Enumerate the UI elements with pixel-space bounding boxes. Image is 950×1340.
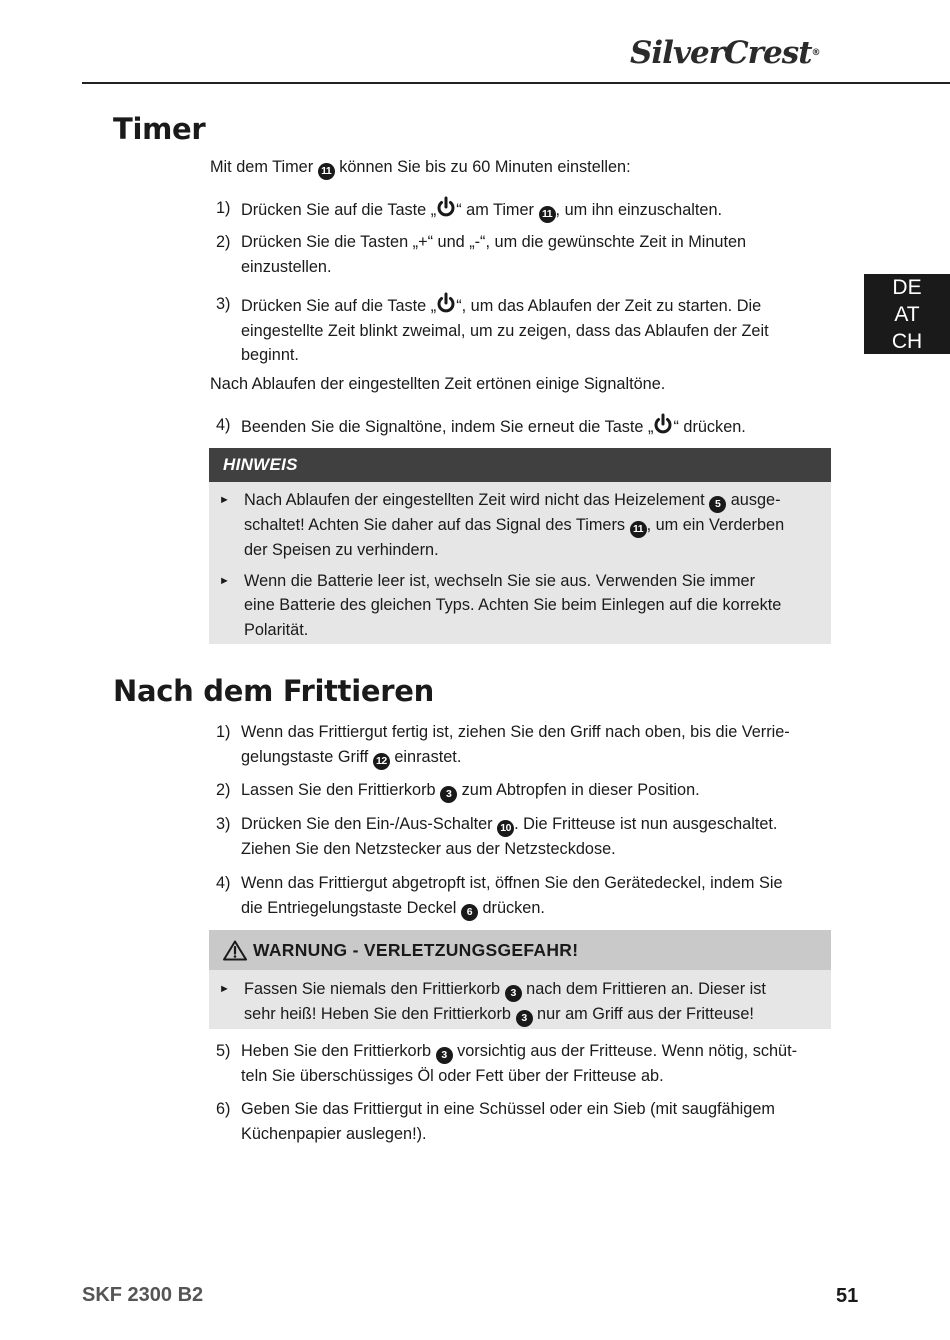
after-step-5: 5) Heben Sie den Frittierkorb 3 vorsichtig aus der Fritteuse. Wenn nötig, schüt- teln Sie überschüssiges Öl oder Fett über der Fritteuse ab.: [216, 1042, 798, 1085]
after-step-1: 1) Wenn das Frittiergut fertig ist, ziehen Sie den Griff nach oben, bis die Verrie- gelungstaste Griff 12 einrastet.: [210, 720, 830, 770]
arrow-right-icon: ►: [219, 983, 230, 995]
page-number: 51: [836, 1285, 859, 1307]
ref-badge: 12: [373, 753, 390, 770]
power-icon: [653, 413, 673, 435]
power-icon: [436, 196, 456, 218]
footer-model: SKF 2300 B2: [82, 1284, 204, 1306]
timer-step-4: 4) Beenden Sie die Signaltöne, indem Sie erneut die Taste „ “ drücken.: [210, 413, 830, 440]
after-step-6: 6) Geben Sie das Frittiergut in eine Schüssel oder ein Sieb (mit saugfähigem Küchenpapier auslegen!).: [216, 1100, 775, 1143]
lang-ch: CH: [891, 329, 923, 353]
note-bullet: ► Wenn die Batterie leer ist, wechseln Sie sie aus. Verwenden Sie immer eine Batterie des gleichen Typs. Achten Sie beim Einlegen auf die korrekte Polarität.: [209, 569, 831, 643]
brand-logo: [630, 36, 855, 70]
note-bullet: ► Nach Ablaufen der eingestellten Zeit wird nicht das Heizelement 5 ausge- schaltet! Achten Sie daher auf das Signal des Timers 11 , um ein Verderben der Speisen zu verhindern.: [209, 488, 831, 563]
timer-step-1: 1) Drücken Sie auf die Taste „ “ am Timer 11 , um ihn einzuschalten.: [210, 196, 830, 223]
arrow-right-icon: ►: [219, 494, 230, 506]
ref-badge: 3: [516, 1010, 533, 1027]
after-step-4: 4) Wenn das Frittiergut abgetropft ist, öffnen Sie den Gerätedeckel, indem Sie die Entriegelungstaste Deckel 6 drücken.: [210, 871, 830, 921]
ref-badge: 3: [436, 1047, 453, 1064]
brand-name: SilverCrest: [630, 35, 812, 71]
ref-badge: 10: [497, 820, 514, 837]
timer-after-text: Nach Ablaufen der eingestellten Zeit ertönen einige Signaltöne.: [210, 375, 666, 393]
section-title-timer: Timer: [113, 112, 206, 146]
ref-badge: 6: [461, 904, 478, 921]
note-title: HINWEIS: [223, 455, 298, 474]
registered-mark: ®: [811, 48, 820, 58]
ref-badge: 11: [630, 521, 647, 538]
ref-badge: 11: [539, 206, 556, 223]
after-step-2: 2) Lassen Sie den Frittierkorb 3 zum Abtropfen in dieser Position.: [210, 778, 830, 803]
language-tab: [864, 274, 950, 354]
header-rule: [82, 82, 950, 84]
warning-bullet: ► Fassen Sie niemals den Frittierkorb 3 nach dem Frittieren an. Dieser ist sehr heiß! Heben Sie den Frittierkorb 3 nur am Griff aus der Fritteuse!: [209, 970, 831, 1027]
ref-badge: 3: [505, 985, 522, 1002]
warning-triangle-icon: [223, 940, 247, 961]
arrow-right-icon: ►: [219, 574, 230, 587]
warning-title: WARNUNG - VERLETZUNGSGEFAHR!: [253, 939, 579, 960]
ref-badge: 3: [440, 786, 457, 803]
timer-step-3: 3) Drücken Sie auf die Taste „ “, um das Ablaufen der Zeit zu starten. Die eingestellte Zeit blinkt zweimal, um zu zeigen, dass das Ablaufen der Zeit beginnt.: [210, 292, 830, 368]
section-title-after-frying: Nach dem Frittieren: [113, 674, 434, 708]
power-icon: [436, 292, 456, 314]
timer-intro: Mit dem Timer 11 können Sie bis zu 60 Minuten einstellen:: [210, 155, 631, 180]
lang-at: AT: [894, 302, 920, 326]
warning-box: [209, 930, 831, 1029]
note-box: [209, 448, 831, 644]
warning-header: [209, 930, 831, 970]
ref-badge: 11: [318, 163, 335, 180]
ref-badge: 5: [709, 496, 726, 513]
note-header: [209, 448, 831, 482]
timer-step-2: 2) Drücken Sie die Tasten „+“ und „-“, um die gewünschte Zeit in Minuten einzustellen.: [216, 233, 747, 276]
lang-de: DE: [892, 275, 922, 299]
after-step-3: 3) Drücken Sie den Ein-/Aus-Schalter 10 . Die Fritteuse ist nun ausgeschaltet. Ziehen Sie den Netzstecker aus der Netzsteckdose.: [216, 815, 778, 858]
